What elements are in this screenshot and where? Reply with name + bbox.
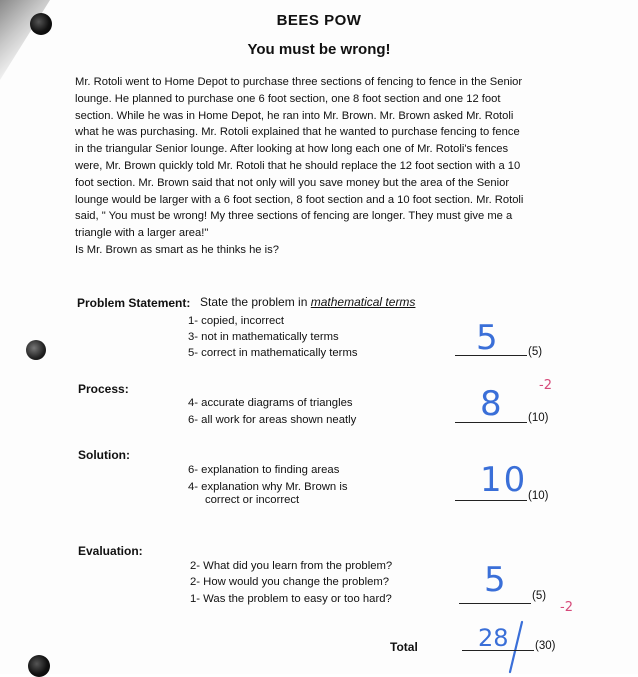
evaluation-criterion: 1- Was the problem to easy or too hard? xyxy=(190,593,392,605)
problem-story xyxy=(75,74,575,259)
story-line: section. While he was in Home Depot, he ran into Mr. Brown. Mr. Brown asked Mr. Rotoli xyxy=(75,109,514,122)
evaluation-score: 5 xyxy=(484,560,506,600)
story-line: in the triangular Senior lounge. After looking at how long each one of Mr. Rotoli's fences xyxy=(75,143,509,156)
binder-hole-middle xyxy=(26,340,46,360)
total-score: 28 xyxy=(478,624,509,652)
solution-criterion: correct or incorrect xyxy=(205,494,300,506)
solution-score: 10 xyxy=(480,460,528,500)
story-line: foot section. Mr. Brown said that not only will you save money but the area of the Senior xyxy=(75,176,510,189)
score-line xyxy=(462,650,534,651)
process-deduction: -2 xyxy=(539,378,552,393)
total-label: Total xyxy=(390,640,418,654)
evaluation-criterion: 2- What did you learn from the problem? xyxy=(190,560,393,572)
score-line xyxy=(455,355,527,356)
problem-statement-max: (5) xyxy=(528,346,543,358)
process-criterion: 4- accurate diagrams of triangles xyxy=(188,397,353,409)
story-line: what he was purchasing. Mr. Rotoli explained that he wanted to purchase fencing to fence xyxy=(75,126,520,139)
solution-criterion: 4- explanation why Mr. Brown is xyxy=(188,481,348,493)
problem-statement-criterion: 1- copied, incorrect xyxy=(188,315,285,327)
total-max: (30) xyxy=(535,640,556,652)
instruction-emphasis: mathematical terms xyxy=(310,295,416,309)
story-line: triangle with a larger area!" xyxy=(75,227,209,240)
problem-statement-label: Problem Statement: xyxy=(77,296,191,310)
process-label: Process: xyxy=(78,382,129,396)
evaluation-criterion: 2- How would you change the problem? xyxy=(190,576,390,588)
story-question: Is Mr. Brown as smart as he thinks he is? xyxy=(75,243,279,256)
evaluation-label: Evaluation: xyxy=(78,544,143,558)
slash-mark-icon xyxy=(500,618,530,674)
score-line xyxy=(455,422,527,423)
score-line xyxy=(459,603,531,604)
evaluation-max: (5) xyxy=(532,590,547,602)
process-criterion: 6- all work for areas shown neatly xyxy=(188,414,357,426)
solution-label: Solution: xyxy=(78,448,130,462)
score-line xyxy=(455,500,527,501)
story-line: Mr. Rotoli went to Home Depot to purchase three sections of fencing to fence in the Senior xyxy=(75,76,523,88)
worksheet-subtitle: You must be wrong! xyxy=(247,41,391,58)
solution-criterion: 6- explanation to finding areas xyxy=(188,464,340,476)
story-line: lounge would be larger with a 6 foot section, 8 foot section and a 10 foot section. Mr. Rotoli xyxy=(75,193,524,206)
problem-statement-instruction xyxy=(200,295,415,309)
worksheet-title: BEES POW xyxy=(276,12,362,29)
problem-statement-criterion: 3- not in mathematically terms xyxy=(188,331,339,343)
solution-max: (10) xyxy=(528,490,549,502)
story-line: lounge. He planned to purchase one 6 foot section, one 8 foot section and one 12 foot xyxy=(75,92,501,105)
problem-statement-criterion: 5- correct in mathematically terms xyxy=(188,347,358,359)
process-max: (10) xyxy=(528,412,549,424)
story-line: said, " You must be wrong! My three sections of fencing are longer. They must give me a xyxy=(75,210,513,223)
instruction-prefix: State the problem in xyxy=(200,295,311,309)
evaluation-deduction: -2 xyxy=(560,600,573,615)
process-score: 8 xyxy=(480,384,502,424)
story-line: were, Mr. Brown quickly told Mr. Rotoli that he should replace the 12 foot section with a 10 xyxy=(75,159,521,172)
problem-statement-score: 5 xyxy=(476,318,498,358)
